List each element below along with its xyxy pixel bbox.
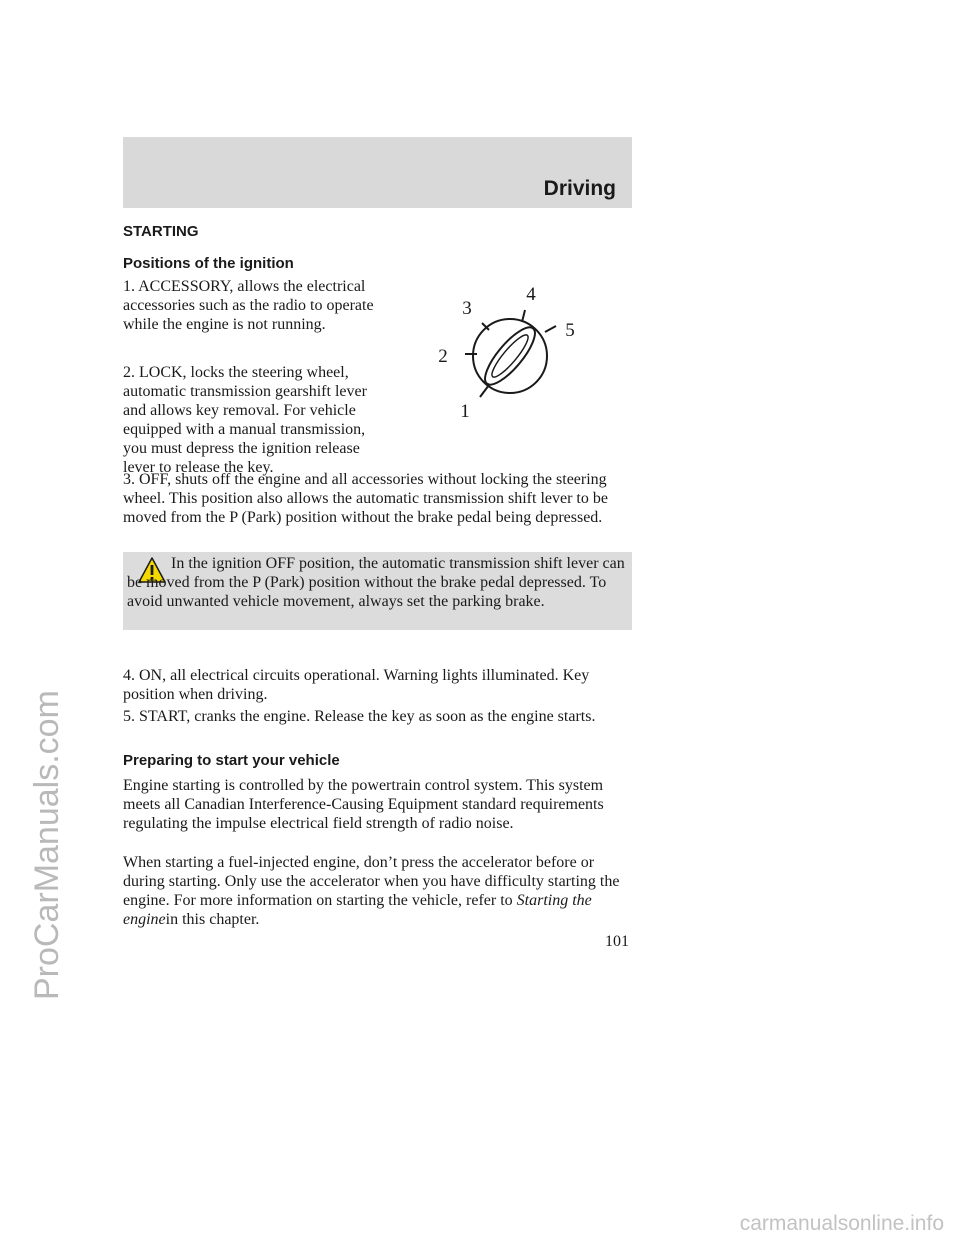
paragraph-fuel-injected: When starting a fuel-injected engine, don’t press the accelerator before or during starting. Only use the accelerator when you have difficulty starting the engine. For more information on starting the vehicle, refer to Starting the enginein this chapter.: [123, 854, 620, 928]
page-number: 101: [605, 933, 629, 950]
section-title: Driving: [543, 177, 616, 200]
paragraph-off: 3. OFF, shuts off the engine and all accessories without locking the steering wheel. This position also allows the automatic transmission shift lever to be moved from the P (Park) position without the brake pedal being depressed.: [123, 471, 608, 526]
ignition-cylinder-icon: [473, 319, 547, 393]
warning-box: [123, 552, 632, 630]
reference-starting-the-engine: Starting the engine: [123, 892, 592, 928]
ignition-diagram: [425, 276, 595, 426]
diagram-label-5: 5: [565, 320, 575, 341]
paragraph-on: 4. ON, all electrical circuits operational. Warning lights illuminated. Key position when driving.: [123, 667, 590, 703]
paragraph-accessory: 1. ACCESSORY, allows the electrical accessories such as the radio to operate while the engine is not running.: [123, 278, 374, 333]
paragraph-lock: 2. LOCK, locks the steering wheel, automatic transmission gearshift lever and allows key removal. For vehicle equipped with a manual transmission, you must depress the ignition release lever to release the key.: [123, 364, 367, 476]
heading-starting: STARTING: [123, 223, 199, 240]
warning-text: In the ignition OFF position, the automatic transmission shift lever can be moved from the P (Park) position without the brake pedal depressed. To avoid unwanted vehicle movement, always set the parking brake.: [127, 555, 625, 610]
heading-positions: Positions of the ignition: [123, 255, 294, 272]
tick-4: [522, 310, 525, 322]
diagram-label-3: 3: [462, 298, 472, 319]
diagram-label-2: 2: [438, 346, 448, 367]
tick-1: [480, 385, 489, 397]
diagram-label-4: 4: [526, 284, 536, 305]
side-watermark: ProCarManuals.com: [28, 690, 66, 1000]
tick-5: [545, 326, 556, 332]
paragraph-start: 5. START, cranks the engine. Release the key as soon as the engine starts.: [123, 708, 596, 725]
heading-preparing: Preparing to start your vehicle: [123, 752, 340, 769]
bottom-watermark: carmanualsonline.info: [739, 1212, 944, 1235]
paragraph-powertrain: Engine starting is controlled by the powertrain control system. This system meets all Canadian Interference-Causing Equipment standard requirements regulating the impulse electrical field strength of radio noise.: [123, 777, 604, 832]
diagram-label-1: 1: [460, 401, 470, 422]
header-band: [123, 137, 632, 208]
